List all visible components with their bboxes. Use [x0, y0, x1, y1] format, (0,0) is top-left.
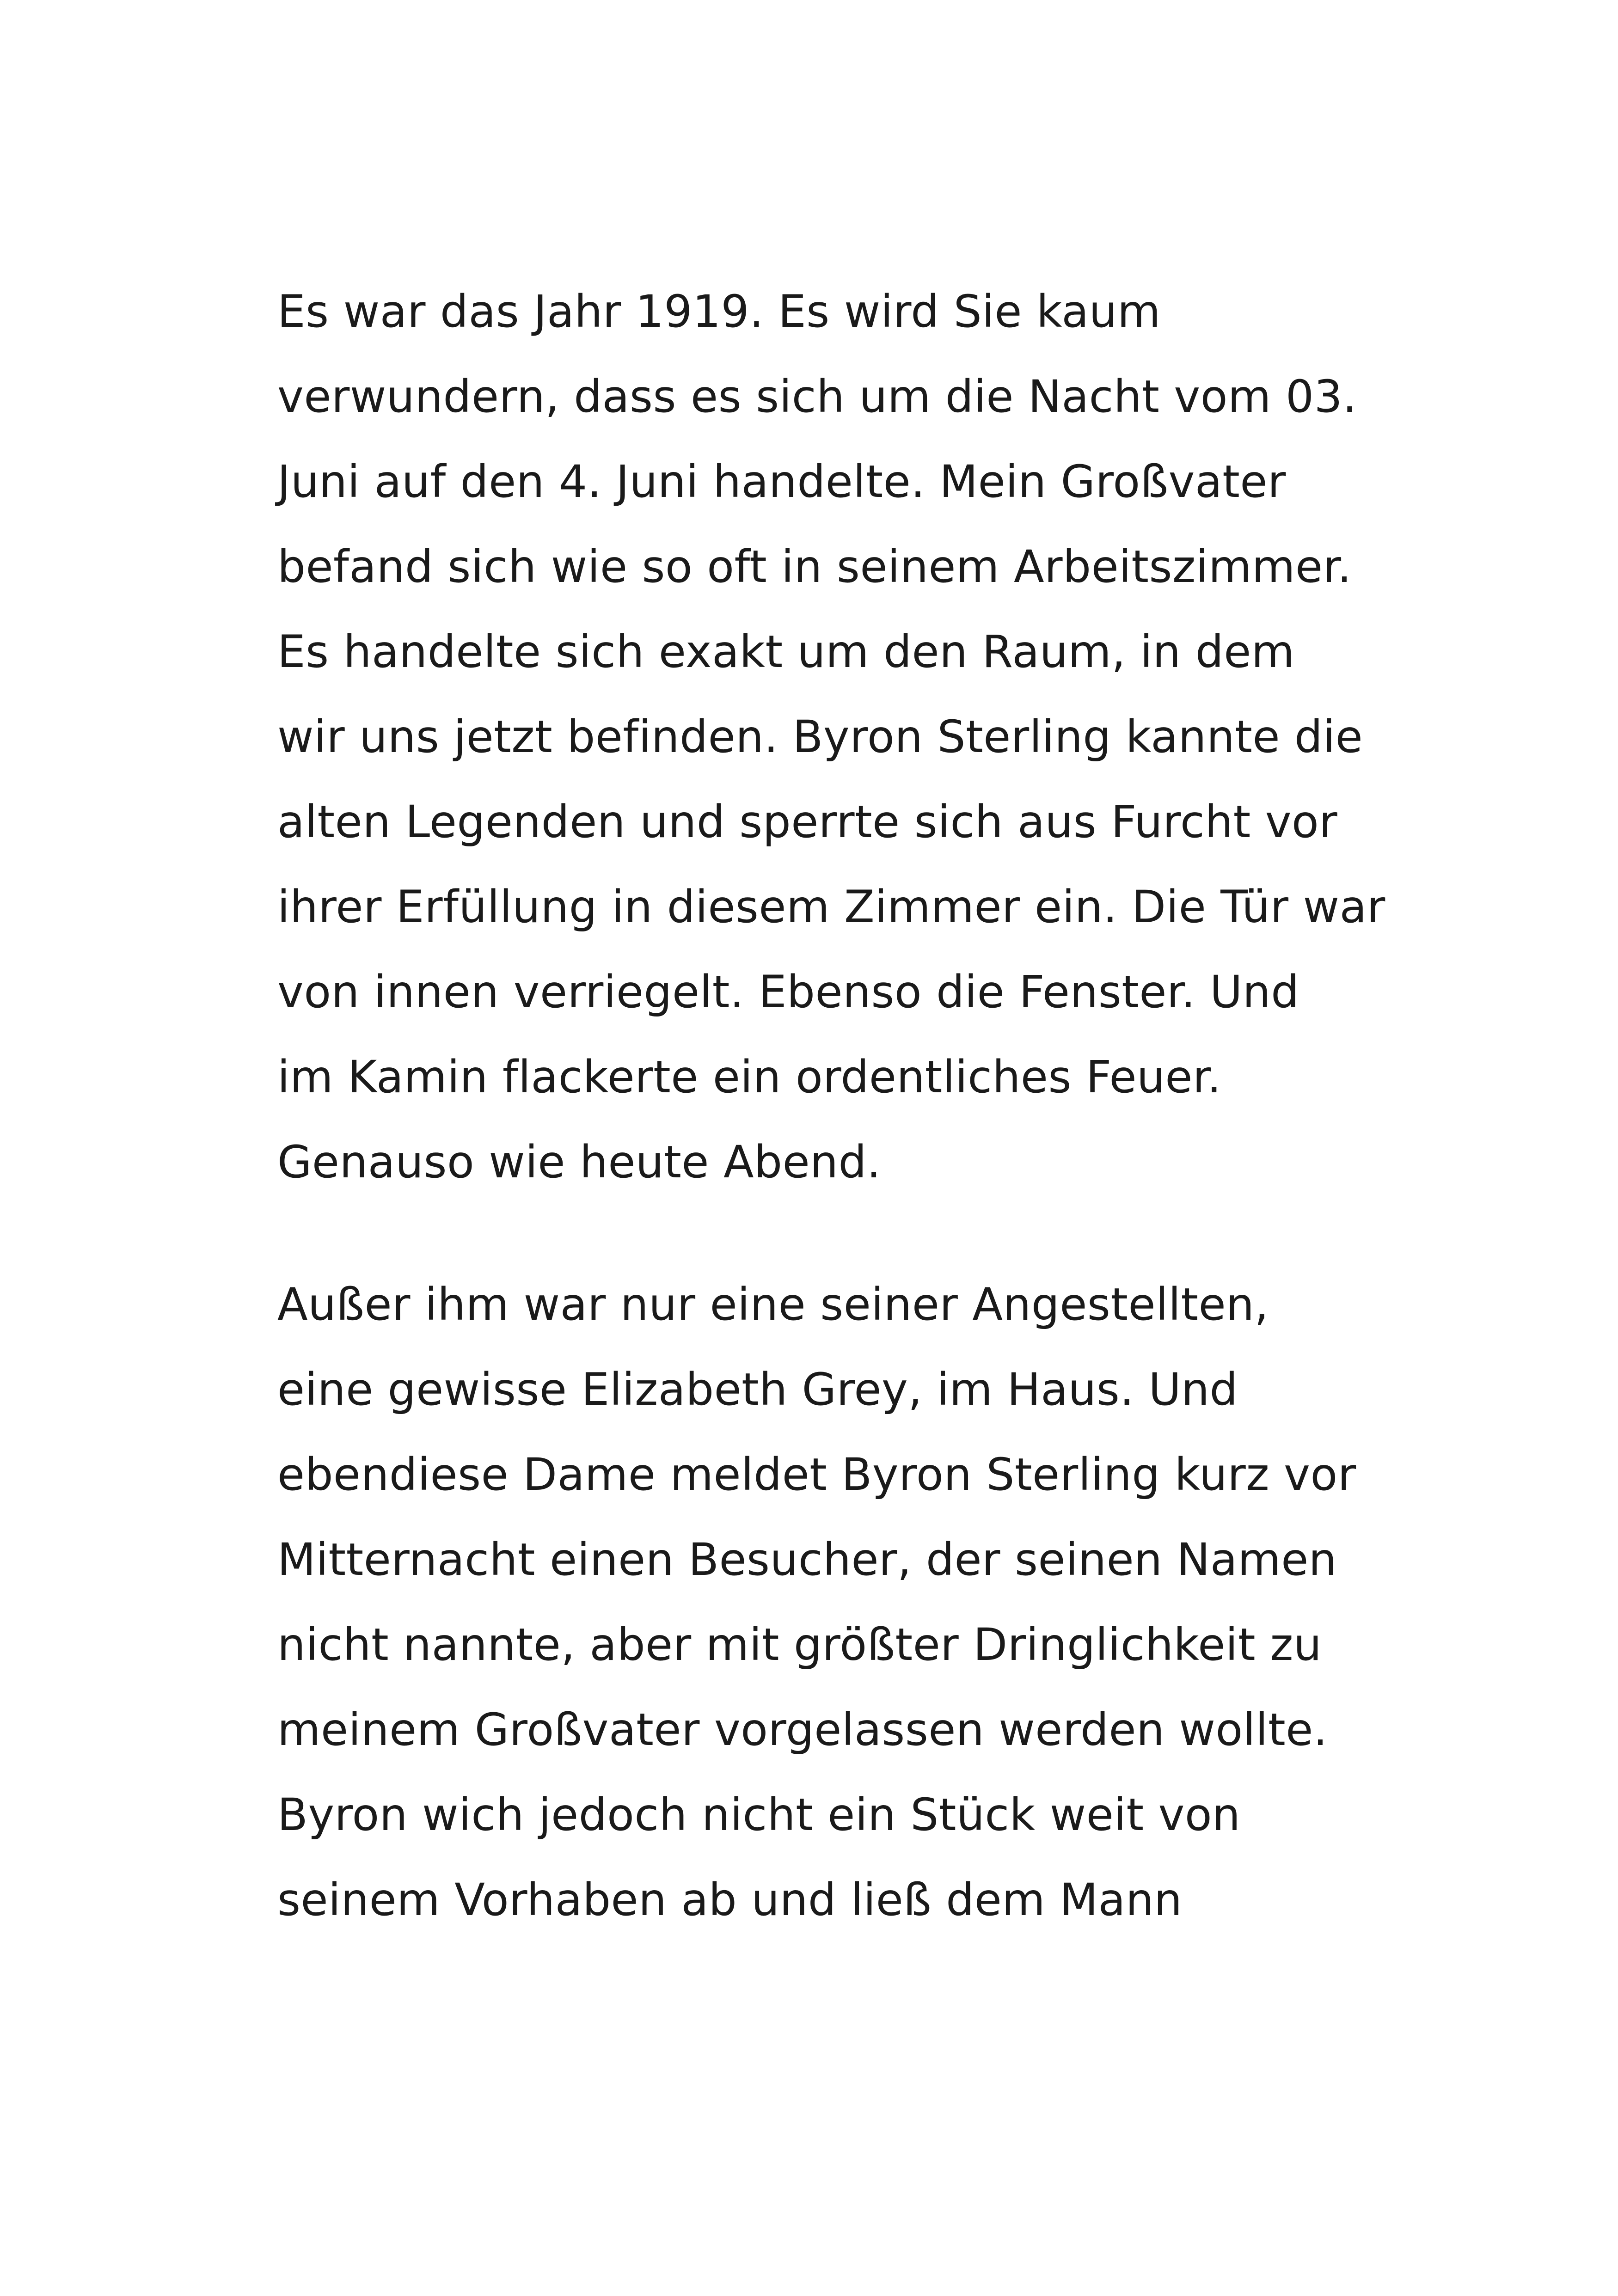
text-line: Es war das Jahr 1919. Es wird Sie kaum: [277, 286, 1161, 337]
paragraph-2: [277, 1262, 1387, 1942]
text-line: befand sich wie so oft in seinem Arbeitszimmer.: [277, 541, 1352, 593]
text-line: im Kamin flackerte ein ordentliches Feuer.: [277, 1051, 1222, 1103]
text-line: von innen verriegelt. Ebenso die Fenster. Und: [277, 966, 1299, 1018]
text-line: Juni auf den 4. Juni handelte. Mein Großvater: [277, 456, 1286, 508]
paragraph-1: [277, 269, 1387, 1205]
text-line: Genauso wie heute Abend.: [277, 1136, 881, 1188]
text-line: Außer ihm war nur eine seiner Angestellten,: [277, 1279, 1269, 1330]
text-line: seinem Vorhaben ab und ließ dem Mann: [277, 1874, 1183, 1926]
text-line: wir uns jetzt befinden. Byron Sterling kannte die: [277, 711, 1363, 763]
text-line: ihrer Erfüllung in diesem Zimmer ein. Die Tür war: [277, 881, 1385, 933]
text-line: nicht nannte, aber mit größter Dringlichkeit zu: [277, 1619, 1322, 1671]
text-line: ebendiese Dame meldet Byron Sterling kurz vor: [277, 1449, 1356, 1500]
text-line: Es handelte sich exakt um den Raum, in dem: [277, 626, 1295, 678]
text-line: eine gewisse Elizabeth Grey, im Haus. Und: [277, 1364, 1238, 1415]
text-line: Byron wich jedoch nicht ein Stück weit von: [277, 1789, 1241, 1841]
text-line: meinem Großvater vorgelassen werden wollte.: [277, 1704, 1328, 1756]
text-line: alten Legenden und sperrte sich aus Furcht vor: [277, 796, 1338, 848]
text-line: verwundern, dass es sich um die Nacht vom 03.: [277, 371, 1357, 422]
text-line: Mitternacht einen Besucher, der seinen Namen: [277, 1534, 1337, 1586]
